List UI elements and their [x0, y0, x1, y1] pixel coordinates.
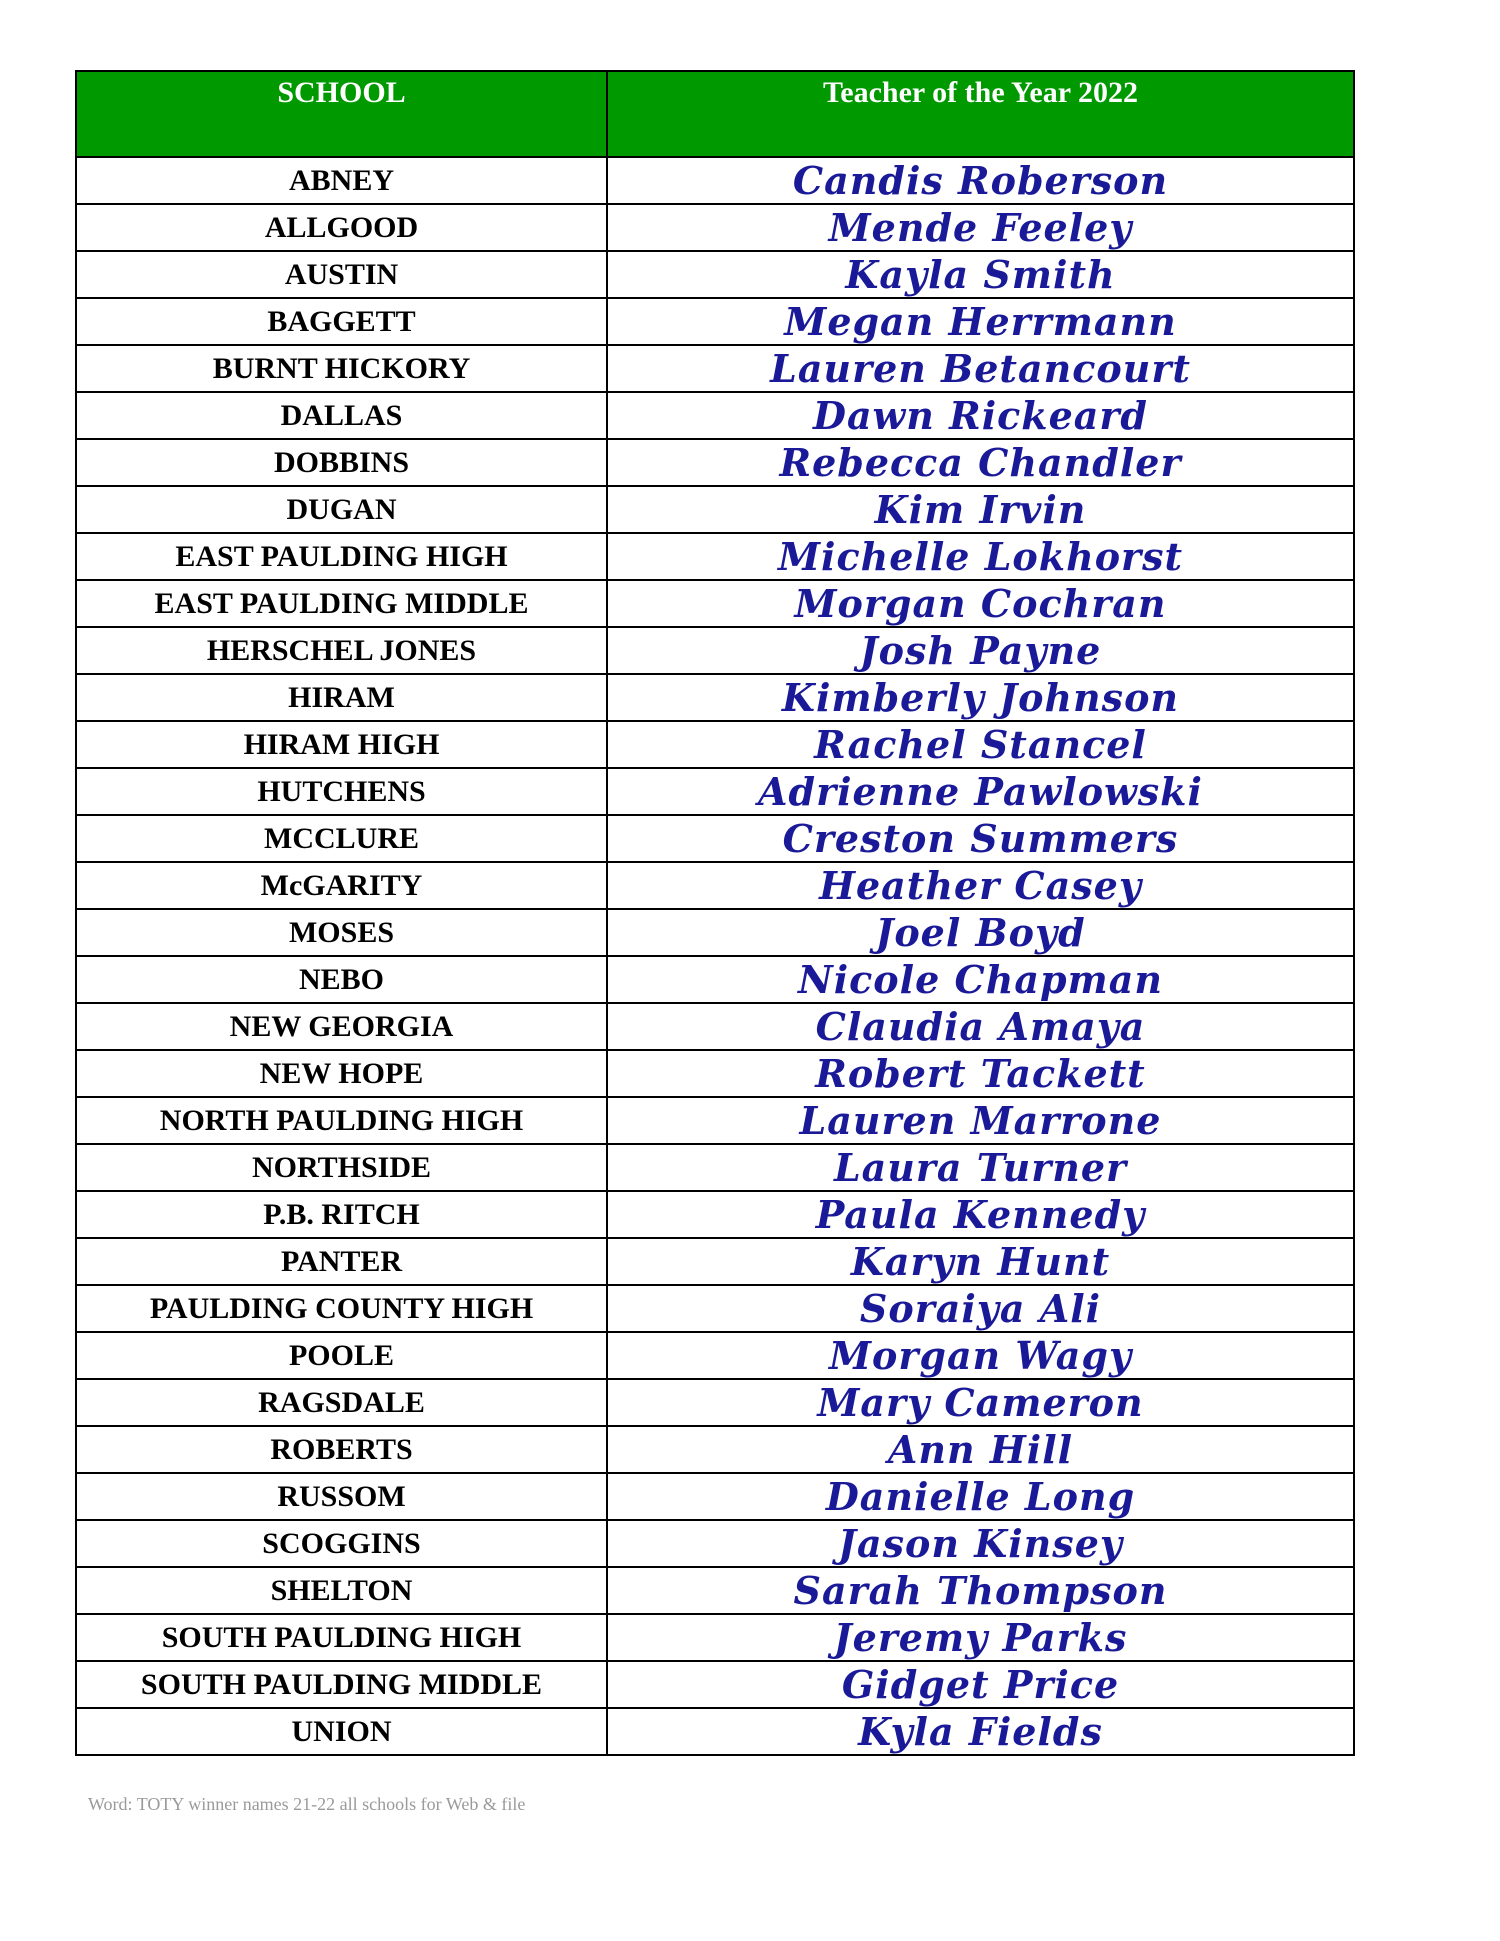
school-cell: ABNEY	[76, 157, 607, 204]
school-cell: ALLGOOD	[76, 204, 607, 251]
table-row	[76, 674, 1354, 721]
teacher-cell: Paula Kennedy	[607, 1191, 1354, 1238]
table-row	[76, 768, 1354, 815]
teacher-cell: Kayla Smith	[607, 251, 1354, 298]
school-cell: HIRAM HIGH	[76, 721, 607, 768]
table-row	[76, 1473, 1354, 1520]
table-row	[76, 1426, 1354, 1473]
footer-note: Word: TOTY winner names 21-22 all schools for Web & file	[88, 1794, 526, 1814]
school-cell: DUGAN	[76, 486, 607, 533]
teacher-cell: Lauren Marrone	[607, 1097, 1354, 1144]
table-row	[76, 298, 1354, 345]
table-row	[76, 956, 1354, 1003]
table-row	[76, 862, 1354, 909]
teacher-cell: Jeremy Parks	[607, 1614, 1354, 1661]
school-cell: P.B. RITCH	[76, 1191, 607, 1238]
teacher-cell: Kim Irvin	[607, 486, 1354, 533]
table-row	[76, 1050, 1354, 1097]
school-cell: NEW HOPE	[76, 1050, 607, 1097]
table-row	[76, 345, 1354, 392]
table-row	[76, 909, 1354, 956]
table-row	[76, 251, 1354, 298]
teacher-cell: Michelle Lokhorst	[607, 533, 1354, 580]
table-row	[76, 1191, 1354, 1238]
table-row	[76, 1614, 1354, 1661]
teacher-cell: Morgan Cochran	[607, 580, 1354, 627]
school-cell: MCCLURE	[76, 815, 607, 862]
school-cell: EAST PAULDING MIDDLE	[76, 580, 607, 627]
table-row	[76, 721, 1354, 768]
teacher-cell: Soraiya Ali	[607, 1285, 1354, 1332]
teacher-cell: Candis Roberson	[607, 157, 1354, 204]
teacher-cell: Creston Summers	[607, 815, 1354, 862]
teacher-cell: Claudia Amaya	[607, 1003, 1354, 1050]
teacher-cell: Gidget Price	[607, 1661, 1354, 1708]
school-cell: DOBBINS	[76, 439, 607, 486]
table-row	[76, 1097, 1354, 1144]
table-row	[76, 157, 1354, 204]
school-cell: SCOGGINS	[76, 1520, 607, 1567]
school-cell: NEBO	[76, 956, 607, 1003]
teacher-cell: Joel Boyd	[607, 909, 1354, 956]
teacher-cell: Robert Tackett	[607, 1050, 1354, 1097]
teacher-cell: Danielle Long	[607, 1473, 1354, 1520]
teacher-cell: Josh Payne	[607, 627, 1354, 674]
table-row	[76, 392, 1354, 439]
school-cell: NORTH PAULDING HIGH	[76, 1097, 607, 1144]
teacher-cell: Morgan Wagy	[607, 1332, 1354, 1379]
teacher-cell: Sarah Thompson	[607, 1567, 1354, 1614]
table-row	[76, 1567, 1354, 1614]
school-cell: BAGGETT	[76, 298, 607, 345]
table-row	[76, 1520, 1354, 1567]
school-cell: UNION	[76, 1708, 607, 1755]
teacher-cell: Mary Cameron	[607, 1379, 1354, 1426]
school-cell: EAST PAULDING HIGH	[76, 533, 607, 580]
teacher-cell: Laura Turner	[607, 1144, 1354, 1191]
table-row	[76, 204, 1354, 251]
teacher-cell: Rachel Stancel	[607, 721, 1354, 768]
school-cell: RUSSOM	[76, 1473, 607, 1520]
school-cell: SOUTH PAULDING HIGH	[76, 1614, 607, 1661]
school-cell: AUSTIN	[76, 251, 607, 298]
table-row	[76, 533, 1354, 580]
school-cell: HUTCHENS	[76, 768, 607, 815]
header-row	[76, 71, 1354, 157]
school-cell: RAGSDALE	[76, 1379, 607, 1426]
table-row	[76, 815, 1354, 862]
school-cell: SOUTH PAULDING MIDDLE	[76, 1661, 607, 1708]
table-row	[76, 580, 1354, 627]
school-cell: ROBERTS	[76, 1426, 607, 1473]
school-cell: MOSES	[76, 909, 607, 956]
teacher-cell: Heather Casey	[607, 862, 1354, 909]
teacher-cell: Lauren Betancourt	[607, 345, 1354, 392]
table-row	[76, 1379, 1354, 1426]
teacher-cell: Kimberly Johnson	[607, 674, 1354, 721]
school-cell: McGARITY	[76, 862, 607, 909]
table-row	[76, 1332, 1354, 1379]
school-cell: PANTER	[76, 1238, 607, 1285]
school-cell: SHELTON	[76, 1567, 607, 1614]
school-cell: DALLAS	[76, 392, 607, 439]
teacher-cell: Dawn Rickeard	[607, 392, 1354, 439]
table-row	[76, 1708, 1354, 1755]
school-cell: BURNT HICKORY	[76, 345, 607, 392]
toty-table	[75, 70, 1355, 1756]
teacher-cell: Megan Herrmann	[607, 298, 1354, 345]
teacher-cell: Kyla Fields	[607, 1708, 1354, 1755]
table-row	[76, 1144, 1354, 1191]
school-cell: PAULDING COUNTY HIGH	[76, 1285, 607, 1332]
school-cell: POOLE	[76, 1332, 607, 1379]
teacher-cell: Jason Kinsey	[607, 1520, 1354, 1567]
table-row	[76, 486, 1354, 533]
teacher-cell: Rebecca Chandler	[607, 439, 1354, 486]
table-row	[76, 439, 1354, 486]
teacher-cell: Mende Feeley	[607, 204, 1354, 251]
table-row	[76, 1285, 1354, 1332]
school-cell: HIRAM	[76, 674, 607, 721]
teacher-cell: Nicole Chapman	[607, 956, 1354, 1003]
table-row	[76, 1003, 1354, 1050]
table-row	[76, 1238, 1354, 1285]
school-cell: HERSCHEL JONES	[76, 627, 607, 674]
school-header: SCHOOL	[76, 71, 607, 157]
teacher-cell: Ann Hill	[607, 1426, 1354, 1473]
school-cell: NORTHSIDE	[76, 1144, 607, 1191]
teacher-cell: Adrienne Pawlowski	[607, 768, 1354, 815]
table-row	[76, 627, 1354, 674]
school-cell: NEW GEORGIA	[76, 1003, 607, 1050]
table-row	[76, 1661, 1354, 1708]
teacher-cell: Karyn Hunt	[607, 1238, 1354, 1285]
teacher-header: Teacher of the Year 2022	[607, 71, 1354, 157]
